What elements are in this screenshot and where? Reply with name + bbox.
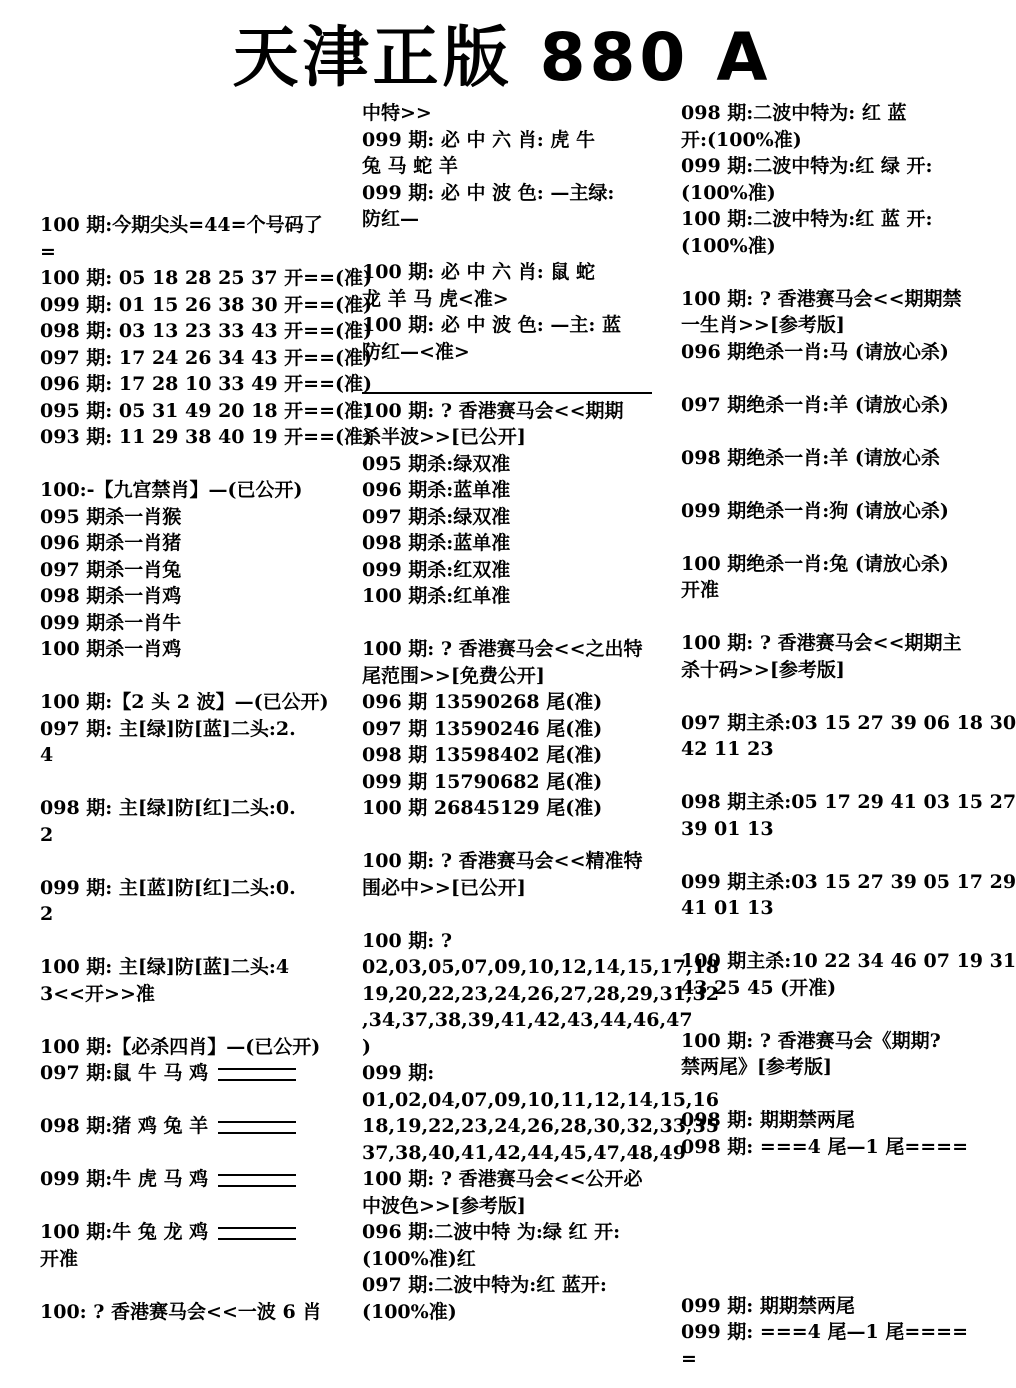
text-line: 100 期杀一肖鸡 <box>40 638 182 660</box>
kill-four-row <box>40 1113 330 1140</box>
spacer <box>681 365 971 392</box>
text-line: 098 期绝杀一肖:羊 (请放心杀 <box>681 446 940 469</box>
text-line: 围必中>>[已公开] <box>362 876 526 899</box>
kill-four-row <box>40 1060 330 1087</box>
spacer <box>681 604 971 631</box>
text-line: 100: ? 香港赛马会<<一波 6 肖 <box>40 1300 322 1323</box>
text-line: 100 期主杀:10 22 34 46 07 19 31 <box>681 950 1016 972</box>
text-line: 防红—<准> <box>362 340 470 363</box>
double-rule <box>218 1068 296 1081</box>
text-line: 099 期: ===4 尾—1 尾==== <box>681 1321 969 1343</box>
text-line: 097 期绝杀一肖:羊 (请放心杀) <box>681 393 949 416</box>
text-line: 098 期: 主[绿]防[红]二头:0. <box>40 797 296 819</box>
text-line: 开:(100%准) <box>681 128 802 151</box>
spacer <box>40 769 330 796</box>
text-line: 中波色>>[参考版] <box>362 1194 526 1217</box>
spacer <box>40 1087 330 1114</box>
text-line: 禁两尾》[参考版] <box>681 1056 832 1078</box>
text-line: 39 01 13 <box>681 817 774 840</box>
text-line: 100 期: ? 香港赛马会<<公开必 <box>362 1168 643 1190</box>
text-line: 093 期: 11 29 38 40 19 开==(准) <box>40 426 372 448</box>
text-line: = <box>40 240 56 263</box>
spacer <box>681 1001 971 1028</box>
spacer <box>40 848 330 875</box>
text-line: 098 期主杀:05 17 29 41 03 15 27 <box>681 791 1016 813</box>
text-line: 097 期杀一肖兔 <box>40 558 182 581</box>
text-line: 099 期绝杀一肖:狗 (请放心杀) <box>681 499 949 522</box>
double-rule <box>218 1174 296 1187</box>
text-line: 100 期: ? 香港赛马会<<期期 <box>362 399 624 422</box>
text-line: 097 期 13590246 尾(准) <box>362 717 603 740</box>
text-line: 096 期 13590268 尾(准) <box>362 691 603 713</box>
spacer <box>681 1240 971 1267</box>
double-rule <box>218 1121 296 1134</box>
text-line: 099 期: 主[蓝]防[红]二头:0. <box>40 876 296 899</box>
text-line: 098 期杀:蓝单准 <box>362 532 511 554</box>
spacer <box>362 233 652 260</box>
text-line: 100 期: ? 香港赛马会<<期期禁 <box>681 287 962 310</box>
text-line: 42 11 23 <box>681 738 774 760</box>
text-line: 098 期:二波中特为: 红 蓝 <box>681 102 907 124</box>
text-line: 杀十码>>[参考版] <box>681 658 845 681</box>
spacer <box>681 1187 971 1214</box>
text-line: 01,02,04,07,09,10,11,12,14,15,16 <box>362 1088 719 1111</box>
text-line: 097 期主杀:03 15 27 39 06 18 30 <box>681 711 1016 734</box>
text-line: (100%准)红 <box>362 1247 476 1270</box>
text-line: 098 期 13598402 尾(准) <box>362 744 603 766</box>
text-line: 一生肖>>[参考版] <box>681 314 845 336</box>
spacer <box>40 1007 330 1034</box>
text-line: 中特>> <box>362 102 432 124</box>
spacer <box>362 365 652 392</box>
spacer <box>681 1213 971 1240</box>
text-line: 100 期: ? 香港赛马会<<期期主 <box>681 632 962 654</box>
text-line: 18,19,22,23,24,26,28,30,32,33,35 <box>362 1115 719 1137</box>
text-line: 099 期杀一肖牛 <box>40 611 182 634</box>
text-line: 099 期: <box>362 1062 435 1084</box>
text-line: 097 期: 主[绿]防[蓝]二头:2. <box>40 717 296 740</box>
page-title: 天津正版 880 A <box>232 19 772 96</box>
text-line: 19,20,22,23,24,26,27,28,29,31,32 <box>362 982 719 1005</box>
spacer <box>681 1160 971 1187</box>
spacer <box>40 451 330 478</box>
text-line: 099 期: 必 中 六 肖: 虎 牛 <box>362 128 595 151</box>
spacer <box>681 683 971 710</box>
text-line: 097 期:二波中特为:红 蓝开: <box>362 1274 607 1296</box>
kill-four-row <box>40 1166 330 1193</box>
spacer <box>681 471 971 498</box>
text-line: 兔 马 蛇 羊 <box>362 155 458 177</box>
text-line: 100 期: ? 香港赛马会<<精准特 <box>362 850 643 872</box>
text-line: (100%准) <box>681 234 776 257</box>
text-line: 095 期杀一肖猴 <box>40 505 182 528</box>
text-line: 100 期 26845129 尾(准) <box>362 797 603 819</box>
spacer <box>681 763 971 790</box>
text-line: 099 期 15790682 尾(准) <box>362 770 603 793</box>
text-line: 100 期: ? <box>362 929 453 952</box>
kill-four-label: 097 期:鼠 牛 马 鸡 <box>40 1062 209 1084</box>
spacer <box>40 928 330 955</box>
text-line: 100 期: 必 中 六 肖: 鼠 蛇 <box>362 261 595 283</box>
column-right <box>681 100 1016 1372</box>
text-line: (100%准) <box>681 181 776 204</box>
spacer <box>681 922 971 949</box>
text-line: 099 期: 01 15 26 38 30 开==(准) <box>40 293 372 316</box>
text-line: 3<<开>>准 <box>40 982 155 1005</box>
text-line: 100 期:【2 头 2 波】—(已公开) <box>40 691 329 713</box>
text-line: 099 期: 期期禁两尾 <box>681 1294 855 1317</box>
text-line: 02,03,05,07,09,10,12,14,15,17,18 <box>362 956 719 978</box>
kill-four-label: 100 期:牛 兔 龙 鸡 <box>40 1221 209 1243</box>
double-rule <box>218 1227 296 1240</box>
spacer <box>362 822 652 849</box>
text-line: 43 25 45 (开准) <box>681 976 837 999</box>
spacer <box>681 259 971 286</box>
text-line: = <box>681 1347 697 1370</box>
text-line: 2 <box>40 903 54 925</box>
divider <box>362 392 652 394</box>
text-line: 41 01 13 <box>681 897 774 919</box>
kill-four-row <box>40 1219 330 1246</box>
spacer <box>40 100 330 212</box>
text-line: 100 期:今期尖头=44=个号码了 <box>40 214 323 236</box>
text-line: 099 期:二波中特为:红 绿 开: <box>681 155 933 177</box>
text-line: 37,38,40,41,42,44,45,47,48,49 <box>362 1141 686 1164</box>
text-line: 096 期杀一肖猪 <box>40 532 182 554</box>
text-line: 100 期:【必杀四肖】—(已公开) <box>40 1035 321 1058</box>
text-line: 100 期: 05 18 28 25 37 开==(准) <box>40 267 372 289</box>
spacer <box>40 1272 330 1299</box>
text-line: 099 期杀:红双准 <box>362 558 511 581</box>
spacer <box>681 1266 971 1293</box>
text-line: 100 期杀:红单准 <box>362 585 511 607</box>
text-line: 杀半波>>[已公开] <box>362 426 526 448</box>
spacer <box>681 1081 971 1108</box>
spacer <box>681 418 971 445</box>
text-line: 防红— <box>362 208 420 230</box>
text-line: 100 期: ? 香港赛马会<<之出特 <box>362 638 643 660</box>
text-line: 4 <box>40 744 54 766</box>
text-line: 096 期:二波中特 为:绿 红 开: <box>362 1221 621 1243</box>
text-line: 096 期: 17 28 10 33 49 开==(准) <box>40 373 372 395</box>
text-line: 098 期: 期期禁两尾 <box>681 1109 855 1131</box>
text-line: 096 期绝杀一肖:马 (请放心杀) <box>681 340 949 363</box>
text-line: 尾范围>>[免费公开] <box>362 664 545 687</box>
spacer <box>40 663 330 690</box>
spacer <box>681 524 971 551</box>
text-line: (100%准) <box>362 1300 457 1323</box>
spacer <box>362 901 652 928</box>
text-line: 100:-【九宫禁肖】—(已公开) <box>40 479 303 501</box>
text-line: 100 期绝杀一肖:兔 (请放心杀) <box>681 552 949 575</box>
text-line: 开准 <box>681 579 720 601</box>
spacer <box>40 1193 330 1220</box>
spacer <box>362 610 652 637</box>
text-line: ) <box>362 1035 371 1058</box>
text-line: 100 期: 必 中 波 色: —主: 蓝 <box>362 314 622 336</box>
text-line: 099 期: 必 中 波 色: —主绿: <box>362 181 615 204</box>
text-line: 100 期: 主[绿]防[蓝]二头:4 <box>40 956 290 978</box>
kill-four-label: 098 期:猪 鸡 兔 羊 <box>40 1115 209 1137</box>
text-line: 开准 <box>40 1247 79 1270</box>
text-line: 098 期: 03 13 23 33 43 开==(准) <box>40 320 372 342</box>
text-line: ,34,37,38,39,41,42,43,44,46,47 <box>362 1009 693 1031</box>
text-line: 100 期:二波中特为:红 蓝 开: <box>681 208 933 230</box>
text-line: 096 期杀:蓝单准 <box>362 479 511 501</box>
spacer <box>40 1140 330 1167</box>
text-line: 龙 羊 马 虎<准> <box>362 287 509 310</box>
column-left <box>40 100 372 1325</box>
text-line: 098 期杀一肖鸡 <box>40 585 182 607</box>
text-line: 2 <box>40 823 54 846</box>
text-line: 095 期: 05 31 49 20 18 开==(准) <box>40 399 372 422</box>
spacer <box>681 842 971 869</box>
text-line: 095 期杀:绿双准 <box>362 452 511 475</box>
text-line: 097 期: 17 24 26 34 43 开==(准) <box>40 346 372 369</box>
text-line: 099 期主杀:03 15 27 39 05 17 29 <box>681 870 1016 893</box>
text-line: 097 期杀:绿双准 <box>362 505 511 528</box>
text-line: 100 期: ? 香港赛马会《期期? <box>681 1029 941 1052</box>
text-line: 098 期: ===4 尾—1 尾==== <box>681 1135 969 1158</box>
kill-four-label: 099 期:牛 虎 马 鸡 <box>40 1168 209 1190</box>
